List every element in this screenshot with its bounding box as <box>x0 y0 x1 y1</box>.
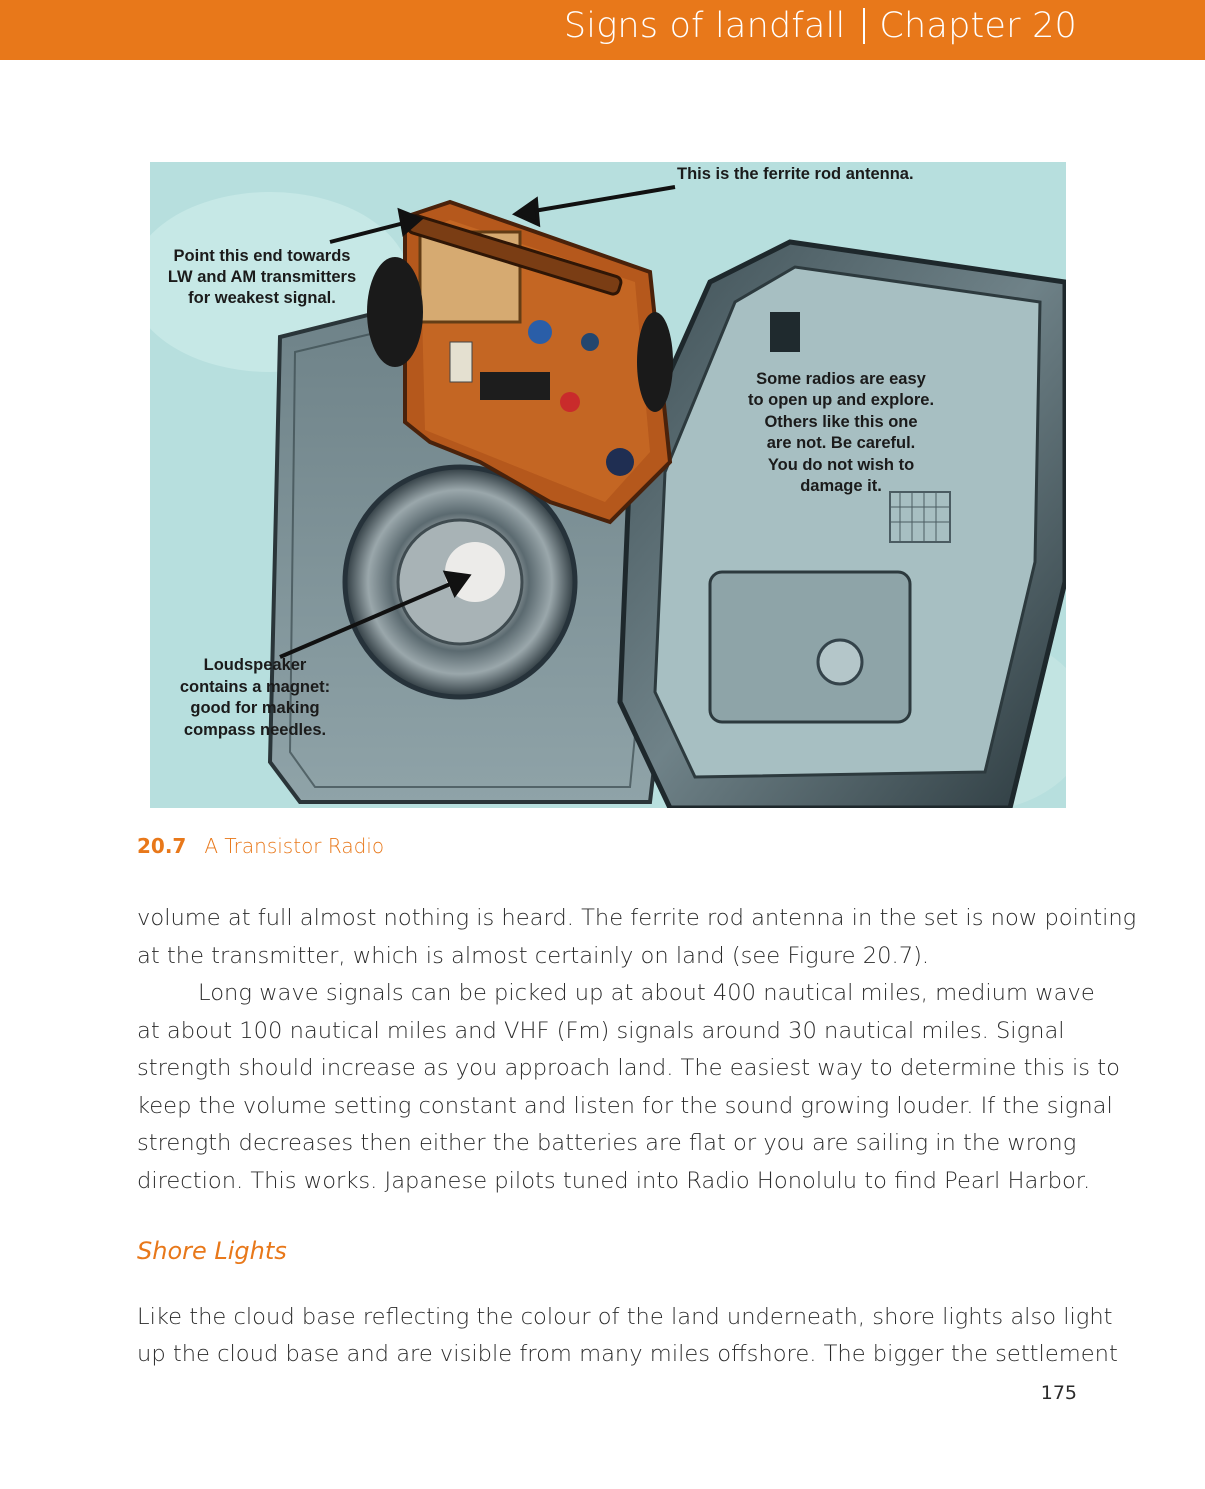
antenna-arrow <box>528 187 675 212</box>
loudspeaker-label-line: compass needles. <box>183 721 327 739</box>
radios-note-line: Others like this one <box>764 413 918 431</box>
loudspeaker-label-line: Loudspeaker <box>203 656 307 674</box>
text-line: at about 100 nautical miles and VHF (Fm) signals around 30 nautical miles. Signal <box>137 1017 1065 1044</box>
running-header-chapter: Chapter 20 <box>879 6 1077 46</box>
running-header <box>564 6 1077 46</box>
paragraph <box>137 975 1120 1200</box>
radios-note-line: to open up and explore. <box>747 391 935 409</box>
ic-chip <box>480 372 550 400</box>
running-header-section: Signs of landfall <box>563 6 846 46</box>
antenna-label: This is the ferrite rod antenna. <box>677 165 914 183</box>
point-end-label-line: Point this end towards <box>173 247 351 265</box>
body-text <box>137 1276 1118 1396</box>
text-line: up the cloud base and are visible from many miles offshore. The bigger the settlement <box>137 1341 1118 1368</box>
text-line: keep the volume setting constant and listen for the sound growing louder. If the signal <box>137 1092 1113 1119</box>
header-divider <box>863 8 865 44</box>
radios-note-line: You do not wish to <box>767 456 915 474</box>
battery-contact <box>818 640 862 684</box>
page-number: 175 <box>1040 1382 1077 1404</box>
text-line: Like the cloud base reflecting the colour of the land underneath, shore lights also light <box>137 1303 1113 1330</box>
text-line: Long wave signals can be picked up at about 400 nautical miles, medium wave <box>198 980 1095 1006</box>
capacitor <box>581 333 599 351</box>
capacitor <box>606 448 634 476</box>
capacitor <box>528 320 552 344</box>
transistor-radio-figure <box>150 162 1066 808</box>
loudspeaker-label-line: good for making <box>190 699 320 717</box>
point-end-label <box>168 247 356 307</box>
chapter-header-bar <box>0 0 1205 60</box>
figure-caption <box>137 834 384 858</box>
radios-note-line: damage it. <box>800 477 882 495</box>
point-end-label-line: for weakest signal. <box>188 289 336 307</box>
text-line: strength should increase as you approach land. The easiest way to determine this is to <box>137 1055 1120 1081</box>
transistor-radio-illustration <box>150 162 1066 808</box>
capacitor <box>560 392 580 412</box>
figure-number: 20.7 <box>137 834 187 858</box>
body-text <box>137 900 1137 1200</box>
battery-clip <box>770 312 800 352</box>
battery-compartment <box>710 572 910 722</box>
text-line: volume at full almost nothing is heard. The ferrite rod antenna in the set is now pointing <box>137 905 1137 931</box>
component-block <box>450 342 472 382</box>
antenna-arrowhead <box>516 200 538 224</box>
radios-note-line: Some radios are easy <box>756 370 926 388</box>
text-line: direction. This works. Japanese pilots tuned into Radio Honolulu to find Pearl Harbor. <box>137 1167 1091 1194</box>
figure-title: A Transistor Radio <box>204 834 385 858</box>
text-line: at the transmitter, which is almost certainly on land (see Figure 20.7). <box>137 942 930 969</box>
tuning-knob <box>367 257 423 367</box>
radios-note-line: are not. Be careful. <box>766 434 916 452</box>
text-line: strength decreases then either the batteries are flat or you are sailing in the wrong <box>137 1130 1077 1156</box>
loudspeaker-label-line: contains a magnet: <box>179 678 331 696</box>
volume-knob <box>637 312 673 412</box>
paragraph <box>137 1299 1118 1374</box>
point-end-label-line: LW and AM transmitters <box>167 268 357 286</box>
section-heading: Shore Lights <box>137 1237 287 1265</box>
paragraph <box>137 900 1137 975</box>
